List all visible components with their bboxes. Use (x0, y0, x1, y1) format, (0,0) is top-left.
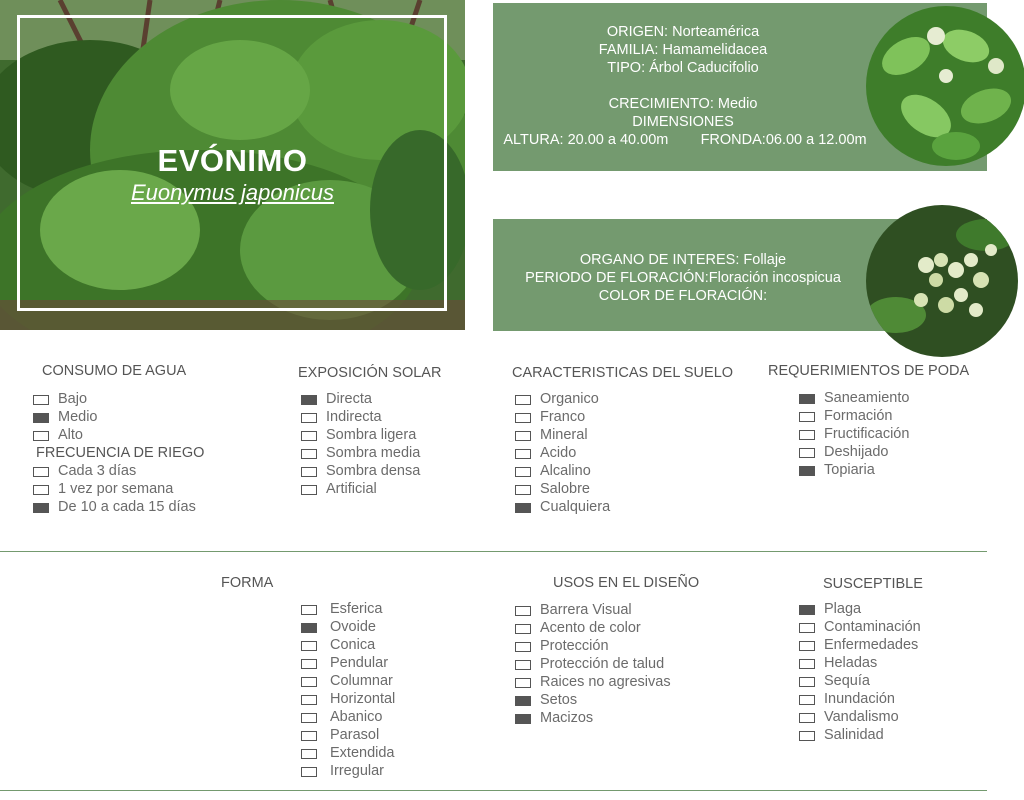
soil-option-acid-label: Acido (540, 445, 577, 461)
susceptible-option-flooding-label: Inundación (824, 691, 895, 707)
water-option-medium-label: Medio (58, 409, 98, 425)
susceptible-option-flooding-checkbox[interactable] (799, 695, 815, 705)
susceptible-title: SUSCEPTIBLE (823, 576, 923, 592)
dimensions-line: DIMENSIONES (632, 114, 734, 130)
use-option-hedges-label: Setos (540, 692, 578, 708)
sun-option-artificial-label: Artificial (326, 481, 377, 497)
growth-line: CRECIMIENTO: Medio (608, 96, 758, 112)
shape-option-fan-checkbox[interactable] (301, 713, 317, 723)
susceptible-option-vandalism-label: Vandalismo (824, 709, 899, 725)
shape-option-umbrella-label: Parasol (330, 727, 380, 743)
susceptible-option-frost-label: Heladas (824, 655, 878, 671)
susceptible-option-drought-label: Sequía (824, 673, 870, 689)
shape-option-ovoid-label: Ovoide (330, 619, 376, 635)
sun-option-indirect-checkbox[interactable] (301, 413, 317, 423)
use-option-color-accent-checkbox[interactable] (515, 624, 531, 634)
pruning-option-sanitation-checkbox[interactable] (799, 394, 815, 404)
pruning-option-sanitation-label: Saneamiento (824, 390, 910, 406)
flower-color-line: COLOR DE FLORACIÓN: (598, 288, 768, 304)
pruning-option-fruiting-label: Fructificación (824, 426, 910, 442)
use-option-non-aggressive-roots-checkbox[interactable] (515, 678, 531, 688)
soil-option-acid-checkbox[interactable] (515, 449, 531, 459)
use-option-slope-protection-checkbox[interactable] (515, 660, 531, 670)
soil-title: CARACTERISTICAS DEL SUELO (512, 365, 734, 381)
shape-option-irregular-checkbox[interactable] (301, 767, 317, 777)
susceptible-option-pests-checkbox[interactable] (799, 605, 815, 615)
irrigation-option-3-days-checkbox[interactable] (33, 467, 49, 477)
shape-option-columnar-label: Columnar (330, 673, 393, 689)
susceptible-option-diseases-checkbox[interactable] (799, 641, 815, 651)
bottom-divider (0, 790, 987, 791)
shape-option-weeping-checkbox[interactable] (301, 659, 317, 669)
pruning-option-formation-label: Formación (824, 408, 893, 424)
shape-option-columnar-checkbox[interactable] (301, 677, 317, 687)
susceptible-option-pollution-checkbox[interactable] (799, 623, 815, 633)
use-option-slope-protection-label: Protección de talud (540, 656, 665, 672)
type-line: TIPO: Árbol Caducifolio (607, 60, 759, 76)
water-option-low-label: Bajo (58, 391, 88, 407)
water-consumption-title: CONSUMO DE AGUA (42, 363, 187, 379)
use-option-massing-checkbox[interactable] (515, 714, 531, 724)
susceptible-option-frost-checkbox[interactable] (799, 659, 815, 669)
shape-option-weeping-label: Pendular (330, 655, 389, 671)
shape-option-horizontal-checkbox[interactable] (301, 695, 317, 705)
family-line: FAMILIA: Hamamelidacea (598, 42, 768, 58)
sun-exposure-title: EXPOSICIÓN SOLAR (298, 365, 442, 381)
leaves-photo (866, 6, 1024, 166)
soil-option-alkaline-checkbox[interactable] (515, 467, 531, 477)
shape-option-fan-label: Abanico (330, 709, 383, 725)
use-option-non-aggressive-roots-label: Raices no agresivas (540, 674, 671, 690)
sun-option-light-shade-label: Sombra ligera (326, 427, 417, 443)
use-option-color-accent-label: Acento de color (540, 620, 641, 636)
flowers-illustration (866, 205, 1018, 357)
pruning-title: REQUERIMIENTOS DE PODA (768, 363, 970, 379)
shape-option-umbrella-checkbox[interactable] (301, 731, 317, 741)
sun-option-medium-shade-checkbox[interactable] (301, 449, 317, 459)
shape-option-conical-label: Conica (330, 637, 376, 653)
susceptible-option-salinity-label: Salinidad (824, 727, 884, 743)
soil-option-loam-checkbox[interactable] (515, 413, 531, 423)
susceptible-option-salinity-checkbox[interactable] (799, 731, 815, 741)
use-option-hedges-checkbox[interactable] (515, 696, 531, 706)
water-option-low-checkbox[interactable] (33, 395, 49, 405)
organ-line: ORGANO DE INTERES: Follaje (579, 252, 787, 268)
soil-option-any-checkbox[interactable] (515, 503, 531, 513)
irrigation-option-3-days-label: Cada 3 días (58, 463, 137, 479)
soil-option-mineral-label: Mineral (540, 427, 588, 443)
shape-option-spherical-checkbox[interactable] (301, 605, 317, 615)
sun-option-dense-shade-checkbox[interactable] (301, 467, 317, 477)
pruning-option-fruiting-checkbox[interactable] (799, 430, 815, 440)
water-option-high-label: Alto (58, 427, 83, 443)
shape-option-spreading-label: Extendida (330, 745, 395, 761)
soil-option-saline-label: Salobre (540, 481, 590, 497)
flowering-period-line: PERIODO DE FLORACIÓN:Floración incospicua (525, 270, 841, 286)
pruning-option-topiary-checkbox[interactable] (799, 466, 815, 476)
use-option-massing-label: Macizos (540, 710, 594, 726)
pruning-option-formation-checkbox[interactable] (799, 412, 815, 422)
sun-option-direct-label: Directa (326, 391, 372, 407)
sun-option-light-shade-checkbox[interactable] (301, 431, 317, 441)
height-crown-line: ALTURA: 20.00 a 40.00m FRONDA:06.00 a 12.00m (503, 132, 867, 148)
leaves-illustration (866, 6, 1024, 166)
sun-option-medium-shade-label: Sombra media (326, 445, 421, 461)
soil-option-organic-label: Organico (540, 391, 599, 407)
susceptible-option-pests-label: Plaga (824, 601, 862, 617)
irrigation-option-10-15-days-label: De 10 a cada 15 días (58, 499, 196, 515)
shape-option-horizontal-label: Horizontal (330, 691, 396, 707)
sun-option-direct-checkbox[interactable] (301, 395, 317, 405)
section-divider (0, 551, 987, 552)
pruning-option-suckering-checkbox[interactable] (799, 448, 815, 458)
irrigation-frequency-title: FRECUENCIA DE RIEGO (36, 445, 205, 461)
water-option-medium-checkbox[interactable] (33, 413, 49, 423)
shape-title: FORMA (221, 575, 274, 591)
soil-option-alkaline-label: Alcalino (540, 463, 591, 479)
soil-option-any-label: Cualquiera (540, 499, 611, 515)
soil-option-saline-checkbox[interactable] (515, 485, 531, 495)
scientific-name: Euonymus japonicus (130, 180, 334, 205)
use-option-visual-barrier-label: Barrera Visual (540, 602, 632, 618)
irrigation-option-weekly-checkbox[interactable] (33, 485, 49, 495)
use-option-protection-checkbox[interactable] (515, 642, 531, 652)
sun-option-dense-shade-label: Sombra densa (326, 463, 421, 479)
flowers-photo (866, 205, 1018, 357)
susceptible-option-pollution-label: Contaminación (824, 619, 921, 635)
pruning-option-suckering-label: Deshijado (824, 444, 889, 460)
sun-option-artificial-checkbox[interactable] (301, 485, 317, 495)
shape-option-conical-checkbox[interactable] (301, 641, 317, 651)
soil-option-mineral-checkbox[interactable] (515, 431, 531, 441)
susceptible-option-drought-checkbox[interactable] (799, 677, 815, 687)
origin-line: ORIGEN: Norteamérica (606, 24, 760, 40)
sun-option-indirect-label: Indirecta (326, 409, 382, 425)
pruning-option-topiary-label: Topiaria (824, 462, 875, 478)
use-option-visual-barrier-checkbox[interactable] (515, 606, 531, 616)
shape-option-ovoid-checkbox[interactable] (301, 623, 317, 633)
susceptible-option-vandalism-checkbox[interactable] (799, 713, 815, 723)
susceptible-option-diseases-label: Enfermedades (824, 637, 919, 653)
shape-option-spherical-label: Esferica (330, 601, 383, 617)
design-uses-title: USOS EN EL DISEÑO (553, 575, 700, 591)
irrigation-option-10-15-days-checkbox[interactable] (33, 503, 49, 513)
shape-option-irregular-label: Irregular (330, 763, 384, 779)
common-name: EVÓNIMO (157, 143, 308, 178)
hero-photo (0, 0, 465, 330)
soil-option-loam-label: Franco (540, 409, 586, 425)
irrigation-option-weekly-label: 1 vez por semana (58, 481, 174, 497)
water-option-high-checkbox[interactable] (33, 431, 49, 441)
soil-option-organic-checkbox[interactable] (515, 395, 531, 405)
use-option-protection-label: Protección (540, 638, 609, 654)
shape-option-spreading-checkbox[interactable] (301, 749, 317, 759)
